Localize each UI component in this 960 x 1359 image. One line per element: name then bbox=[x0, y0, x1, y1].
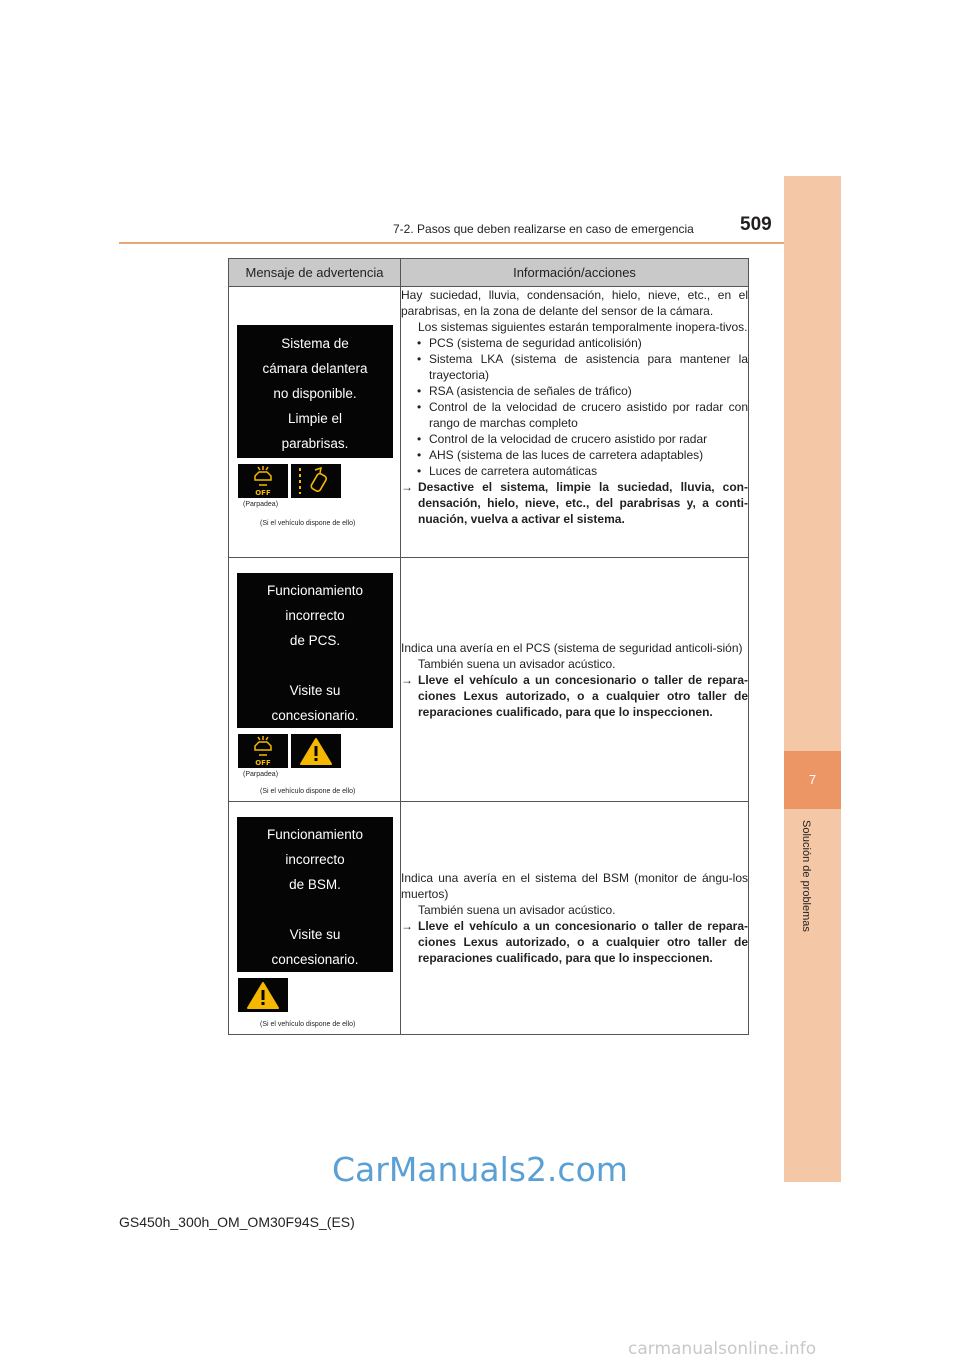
svg-text:OFF: OFF bbox=[255, 759, 271, 767]
chapter-sidebar bbox=[784, 176, 841, 1182]
table-row bbox=[229, 558, 749, 802]
svg-text:OFF: OFF bbox=[255, 489, 271, 497]
screen-line: Funcionamiento bbox=[266, 827, 364, 842]
screen-line: incorrecto bbox=[285, 852, 345, 867]
screen-line: Sistema de bbox=[281, 336, 349, 351]
screen-line: incorrecto bbox=[285, 608, 345, 623]
arrow-right-icon: → bbox=[401, 672, 413, 687]
blink-note: (Parpadea) bbox=[243, 501, 279, 508]
action-instruction: → Lleve el vehículo a un concesionario o taller de repara-ciones Lexus autorizado, o a cualquier otro taller de reparaciones cualificado, para que lo inspeccionen. bbox=[401, 672, 748, 719]
pcs-off-icon bbox=[238, 464, 288, 498]
screen-line: cámara delantera bbox=[262, 361, 368, 376]
action-instruction: → Lleve el vehículo a un concesionario o taller de repara-ciones Lexus autorizado, o a cualquier otro taller de reparaciones cualificado, para que lo inspeccionen. bbox=[401, 919, 748, 965]
info-cell bbox=[401, 287, 749, 558]
pcs-off-icon bbox=[238, 734, 288, 768]
display-screen bbox=[237, 573, 393, 728]
list-item: • Sistema LKA (sistema de asistencia para mantener la trayectoria) bbox=[417, 352, 748, 382]
list-item: • PCS (sistema de seguridad anticolisión) bbox=[417, 336, 642, 350]
info-sub: Los sistemas siguientes estarán temporalmente inopera-tivos. bbox=[418, 320, 748, 334]
screen-line: no disponible. bbox=[273, 386, 357, 401]
chapter-title: Solución de problemas bbox=[800, 820, 812, 932]
screen-line: de PCS. bbox=[289, 633, 341, 648]
list-item: • Luces de carretera automáticas bbox=[417, 464, 598, 478]
table-row bbox=[229, 802, 749, 1035]
column-header-info: Información/acciones bbox=[401, 259, 749, 287]
section-title: 7-2. Pasos que deben realizarse en caso de emergencia bbox=[393, 222, 694, 236]
list-item: • Control de la velocidad de crucero asistido por radar con rango de marchas completo bbox=[417, 400, 748, 430]
message-cell bbox=[229, 558, 401, 802]
action-instruction: → Desactive el sistema, limpie la suciedad, lluvia, con-densación, hielo, nieve, etc., del parabrisas y, a conti-nuación, vuelva a activar el sistema. bbox=[401, 480, 748, 526]
screen-line bbox=[237, 897, 393, 922]
arrow-right-icon: → bbox=[401, 919, 413, 933]
screen-line: Visite su bbox=[289, 927, 341, 942]
table-header-row bbox=[229, 259, 749, 287]
document-code: GS450h_300h_OM_OM30F94S_(ES) bbox=[119, 1214, 355, 1230]
screen-line bbox=[237, 653, 393, 678]
screen-line: Limpie el bbox=[287, 411, 343, 426]
list-item: • RSA (asistencia de señales de tráfico) bbox=[417, 384, 632, 398]
screen-line: de BSM. bbox=[289, 877, 341, 892]
page-number: 509 bbox=[740, 214, 772, 235]
availability-note: (Si el vehículo dispone de ello) bbox=[260, 1021, 356, 1028]
availability-note: (Si el vehículo dispone de ello) bbox=[260, 520, 356, 527]
info-intro: Indica una avería en el sistema del BSM (monitor de ángu-los muertos) bbox=[401, 871, 748, 901]
blink-note: (Parpadea) bbox=[243, 771, 279, 778]
table-row bbox=[229, 287, 749, 558]
list-item: • Control de la velocidad de crucero asistido por radar bbox=[417, 432, 708, 446]
info-intro: Hay suciedad, lluvia, condensación, hielo, nieve, etc., en el parabrisas, en la zona de delante del sensor de la cámara. bbox=[401, 288, 748, 318]
screen-line: concesionario. bbox=[271, 952, 359, 967]
screen-line: Funcionamiento bbox=[266, 583, 364, 598]
screen-line: Visite su bbox=[289, 683, 341, 698]
arrow-right-icon: → bbox=[401, 480, 413, 494]
column-header-message: Mensaje de advertencia bbox=[229, 259, 401, 287]
display-screen bbox=[237, 325, 393, 458]
watermark-carmanuals2: CarManuals2.com bbox=[332, 1150, 628, 1189]
screen-line: parabrisas. bbox=[281, 436, 349, 451]
warning-icon bbox=[291, 734, 341, 768]
warning-icon bbox=[238, 978, 288, 1012]
info-sub: También suena un avisador acústico. bbox=[418, 656, 616, 671]
list-item: • AHS (sistema de las luces de carretera adaptables) bbox=[417, 448, 704, 462]
screen-line: concesionario. bbox=[271, 708, 359, 723]
message-cell bbox=[229, 802, 401, 1035]
info-cell bbox=[401, 802, 749, 1035]
header-rule bbox=[119, 242, 784, 244]
display-screen bbox=[237, 817, 393, 972]
lane-departure-icon bbox=[291, 464, 341, 498]
info-sub: También suena un avisador acústico. bbox=[418, 903, 616, 917]
warning-message-table bbox=[228, 258, 749, 1035]
message-cell bbox=[229, 287, 401, 558]
info-cell bbox=[401, 558, 749, 802]
info-intro: Indica una avería en el PCS (sistema de seguridad anticoli-sión) bbox=[401, 640, 743, 655]
watermark-carmanualsonline: carmanualsonline.info bbox=[628, 1339, 817, 1359]
availability-note: (Si el vehículo dispone de ello) bbox=[260, 788, 356, 795]
chapter-number-tab[interactable]: 7 bbox=[784, 751, 841, 809]
